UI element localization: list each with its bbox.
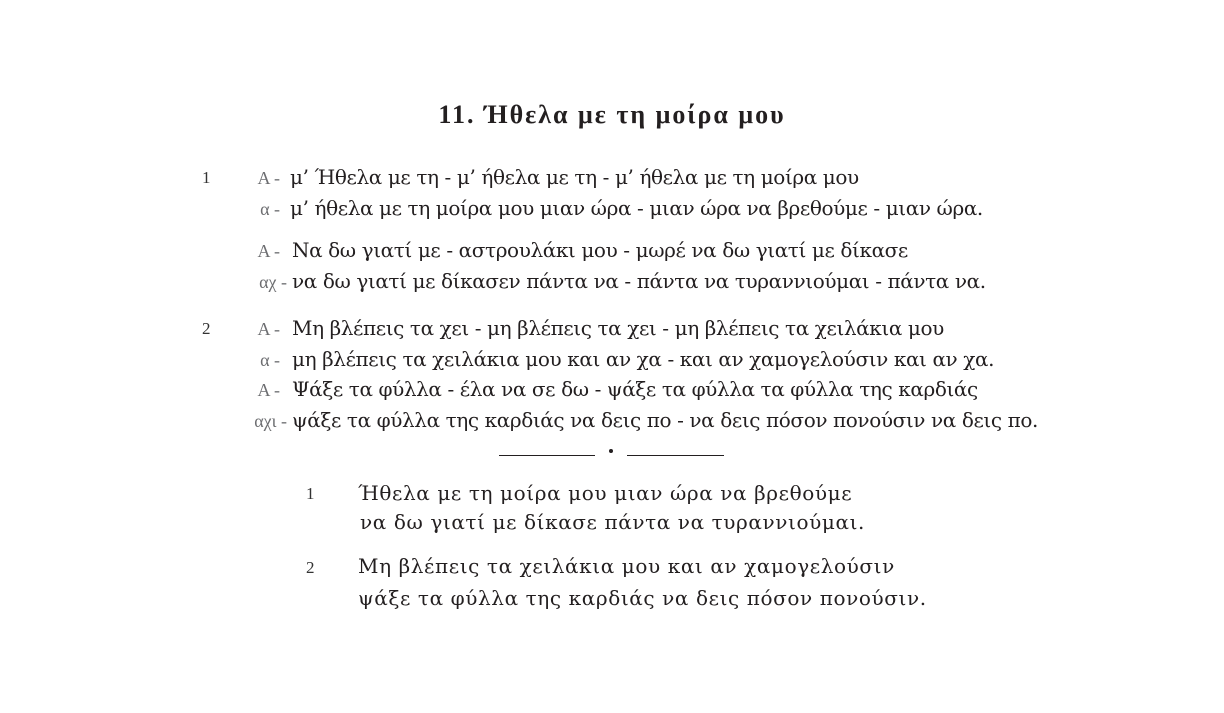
divider-left — [499, 455, 595, 456]
poem-line: Ήθελα με τη μοίρα μου μιαν ώρα να βρεθούμε — [358, 481, 853, 505]
line-mark: α - — [260, 199, 280, 219]
line-mark: αχι - — [254, 411, 287, 431]
sung-line: Ψάξε τα φύλλα - έλα να σε δω - ψάξε τα φύλλα τα φύλλα της καρδιάς — [292, 377, 978, 401]
divider-right — [627, 455, 724, 456]
sung-line: μ’ ήθελα με τη μοίρα μου μιαν ώρα - μιαν ώρα να βρεθούμε - μιαν ώρα. — [290, 196, 983, 220]
stanza-number: 2 — [202, 319, 211, 338]
line-mark: Α - — [257, 319, 280, 339]
sung-line: μ’ Ήθελα με τη - μ’ ήθελα με τη - μ’ ήθελα με τη μοίρα μου — [290, 165, 859, 189]
poem-line: Μη βλέπεις τα χειλάκια μου και αν χαμογελούσιν — [358, 554, 895, 578]
stanza-number: 1 — [202, 168, 211, 187]
page-title: 11. Ήθελα με τη μοίρα μου — [438, 100, 786, 129]
divider-dot — [609, 449, 613, 453]
line-mark: Α - — [257, 380, 280, 400]
sung-line: μη βλέπεις τα χειλάκια μου και αν χα - και αν χαμογελούσιν και αν χα. — [292, 347, 995, 371]
sung-line: Να δω γιατί με - αστρουλάκι μου - μωρέ να δω γιατί με δίκασε — [292, 238, 908, 262]
poem-line: ψάξε τα φύλλα της καρδιάς να δεις πόσον πονούσιν. — [358, 586, 927, 610]
line-mark: αχ - — [259, 272, 287, 292]
sung-line: ψάξε τα φύλλα της καρδιάς να δεις πο - να δεις πόσον πονούσιν να δεις πο. — [292, 408, 1038, 432]
line-mark: α - — [260, 350, 280, 370]
sung-line: Μη βλέπεις τα χει - μη βλέπεις τα χει - μη βλέπεις τα χειλάκια μου — [292, 316, 944, 340]
stanza-number: 2 — [306, 558, 315, 577]
stanza-number: 1 — [306, 484, 315, 503]
poem-line: να δω γιατί με δίκασε πάντα να τυραννιούμαι. — [360, 510, 865, 534]
line-mark: Α - — [257, 241, 280, 261]
sung-line: να δω γιατί με δίκασεν πάντα να - πάντα να τυραννιούμαι - πάντα να. — [292, 269, 986, 293]
line-mark: Α - — [257, 168, 280, 188]
